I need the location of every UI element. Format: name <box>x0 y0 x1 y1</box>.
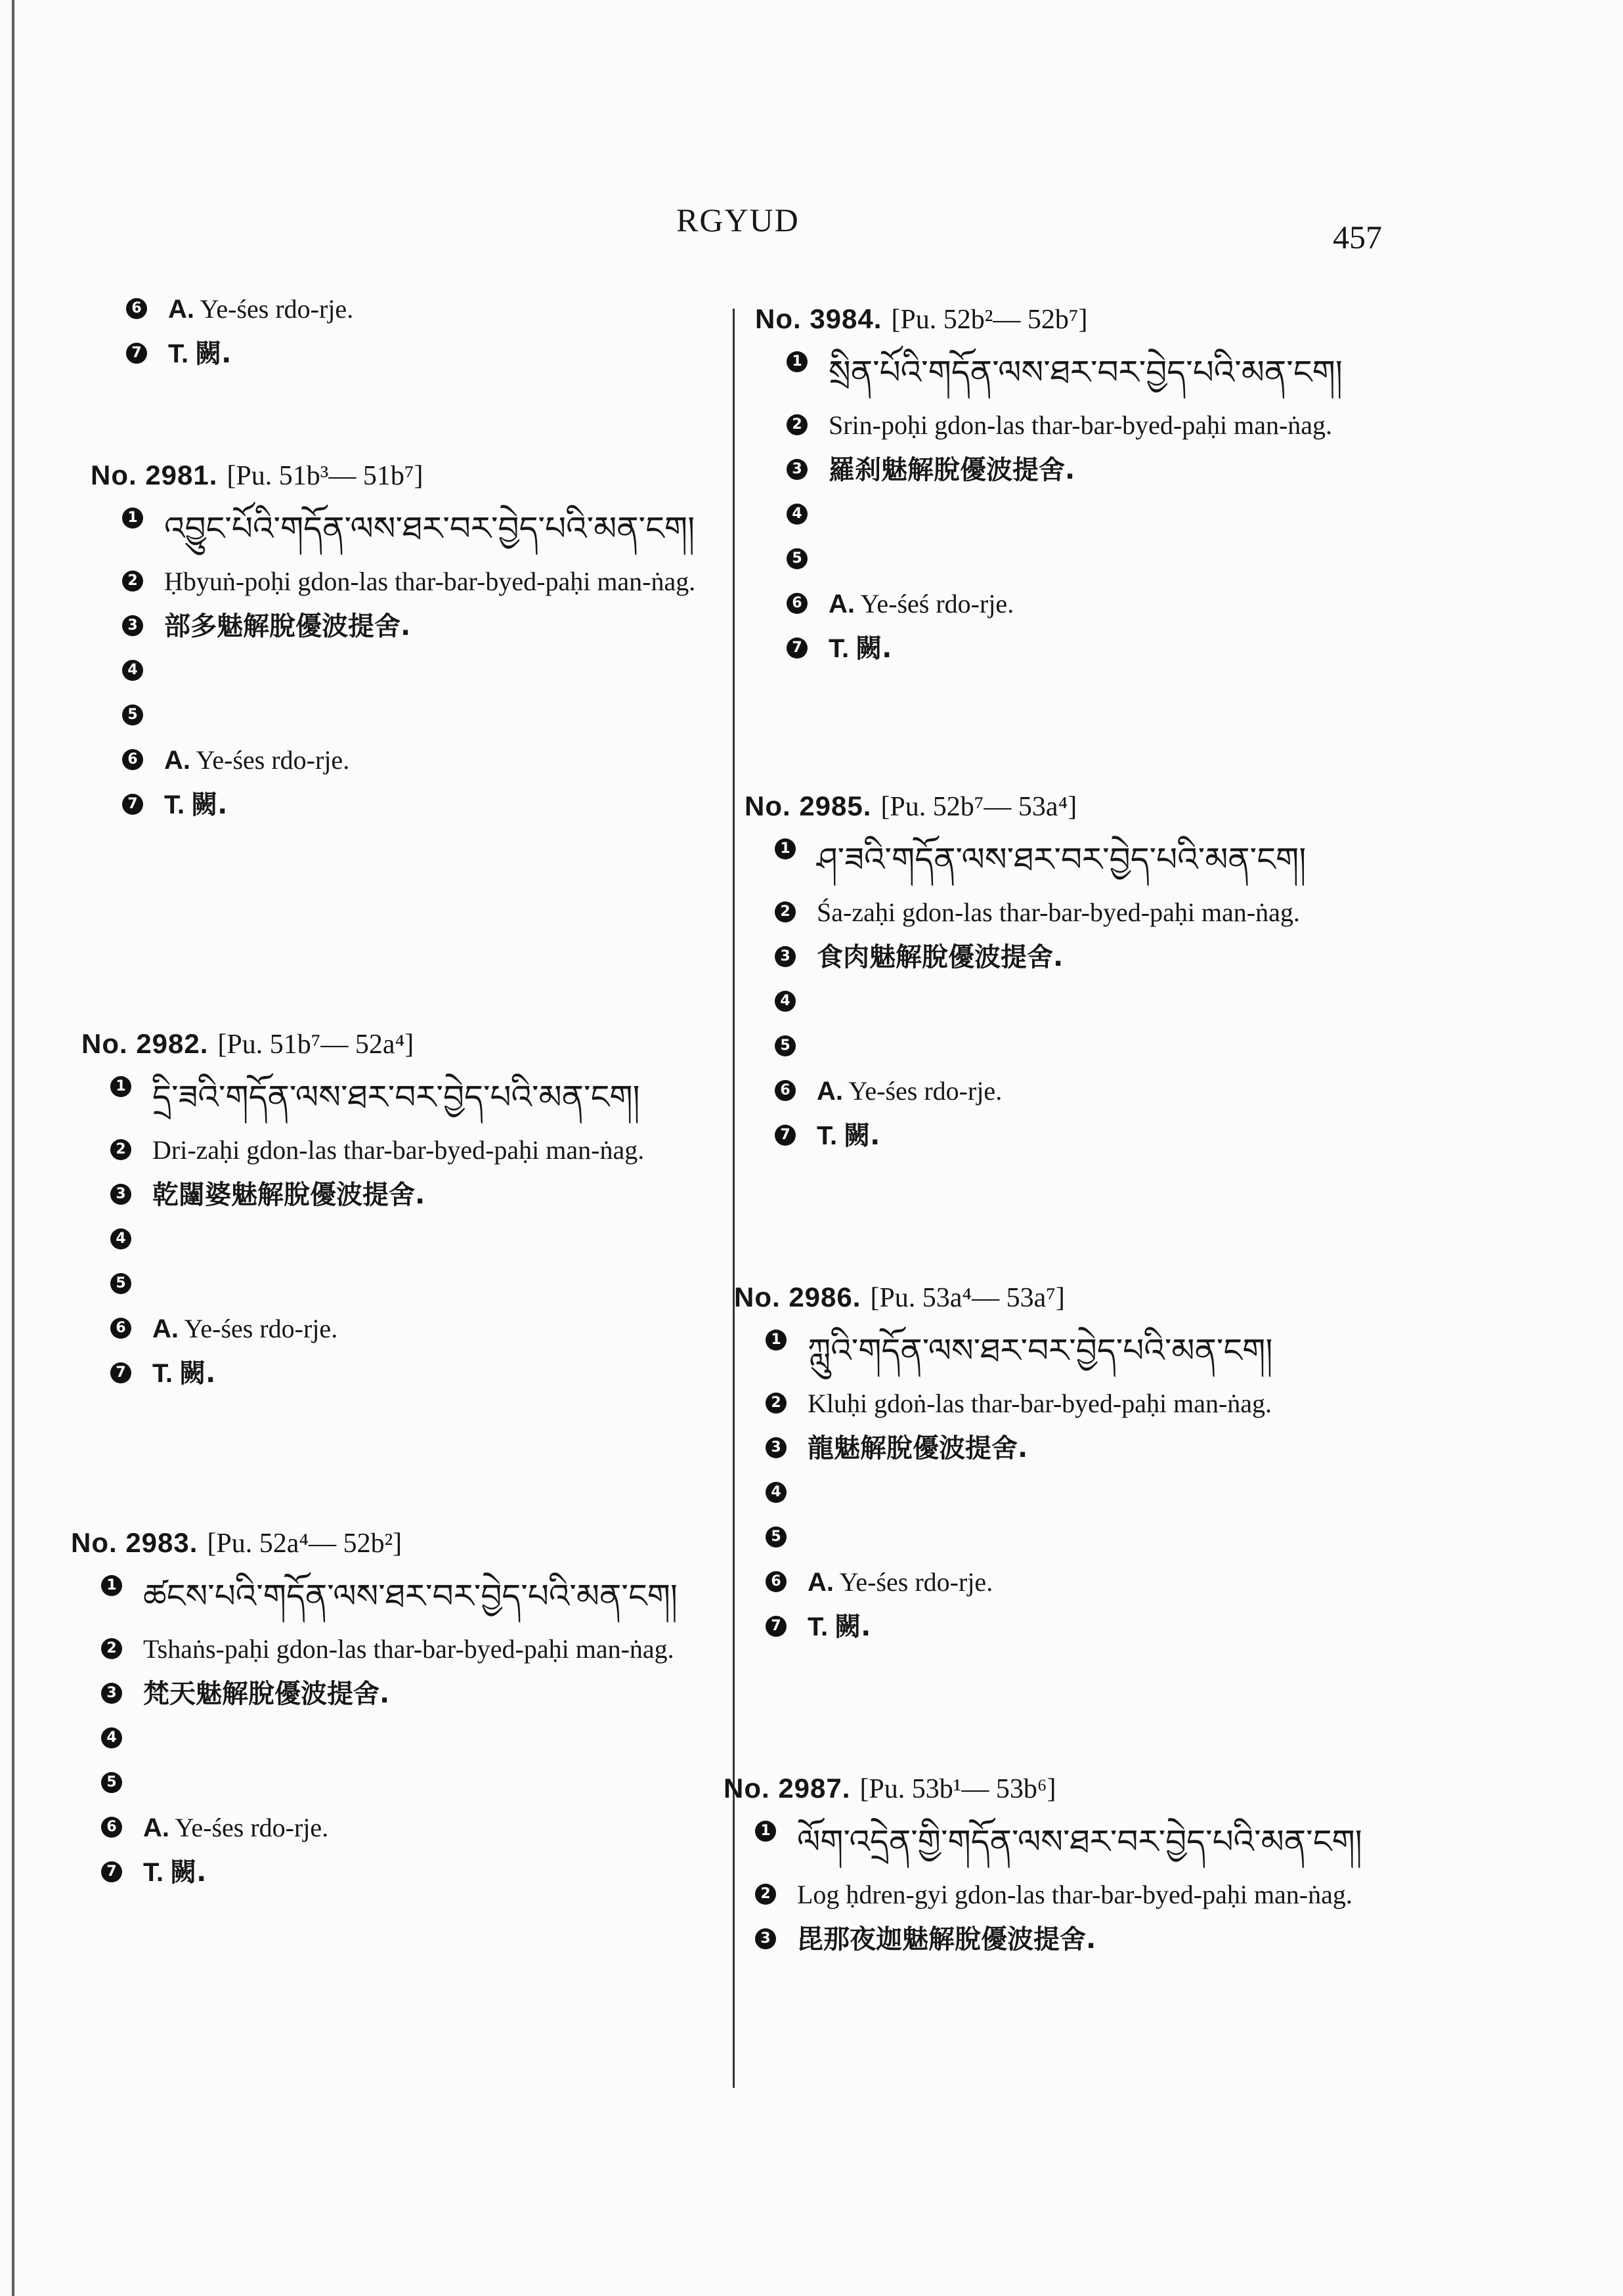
field-tibetan-title: 1 འབྱུང་པོའི་གདོན་ལས་ཐར་བར་བྱེད་པའི་མན་ངག། <box>122 502 721 555</box>
catalog-entry-2982 <box>81 1028 712 1391</box>
entry-title: No. 2981. [Pu. 51b³— 51b⁷] <box>91 460 423 491</box>
field-empty-5 <box>101 1767 701 1801</box>
circled-5-icon: 5 <box>766 1527 787 1548</box>
circled-1-icon: 1 <box>787 351 808 372</box>
circled-5-icon: 5 <box>101 1772 122 1793</box>
field-tibetan-title: 1 ཀླུའི་གདོན་ལས་ཐར་བར་བྱེད་པའི་མན་ངག། <box>766 1324 1364 1377</box>
circled-1-icon: 1 <box>766 1330 787 1351</box>
field-transliteration: 2 Dri-zaḥi gdon-las thar-bar-byed-paḥi man-ṅag. <box>110 1134 712 1168</box>
circled-1-icon: 1 <box>755 1821 776 1842</box>
circled-2-icon: 2 <box>110 1139 131 1160</box>
circled-3-icon: 3 <box>122 615 143 636</box>
entry-title: No. 2982. [Pu. 51b⁷— 52a⁴] <box>81 1028 414 1060</box>
circled-6-icon: 6 <box>126 298 147 319</box>
circled-2-icon: 2 <box>101 1638 122 1659</box>
circled-2-icon: 2 <box>766 1393 787 1414</box>
circled-6-icon: 6 <box>110 1318 131 1339</box>
field-empty-5 <box>775 1030 1375 1064</box>
circled-4-icon: 4 <box>787 504 808 525</box>
entry-title: No. 2986. [Pu. 53a⁴— 53a⁷] <box>734 1282 1065 1313</box>
field-transliteration: 2 Ḥbyuṅ-poḥi gdon-las thar-bar-byed-paḥi man-ṅag. <box>122 565 721 599</box>
circled-3-icon: 3 <box>755 1928 776 1949</box>
field-empty-5 <box>110 1268 712 1302</box>
field-tibetan-title: 1 དྲི་ཟའི་གདོན་ལས་ཐར་བར་བྱེད་པའི་མན་ངག། <box>110 1071 712 1123</box>
field-empty-5 <box>122 699 721 733</box>
field-transliteration: 2 Srin-poḥi gdon-las thar-bar-byed-paḥi man-ṅag. <box>787 409 1385 443</box>
field-empty-4 <box>101 1722 701 1756</box>
catalog-entry-2981 <box>91 460 721 823</box>
field-author: 6 A. Ye-śes rdo-rje. <box>766 1566 1364 1600</box>
field-author: 6 A. Ye-śes rdo-rje. <box>101 1811 701 1846</box>
field-chinese-title: 3 龍魅解脫優波提舍. <box>766 1432 1364 1466</box>
circled-4-icon: 4 <box>122 660 143 681</box>
field-chinese-title: 3 梵天魅解脫優波提舍. <box>101 1678 701 1712</box>
circled-7-icon: 7 <box>126 343 147 364</box>
field-author: 6 A. Ye-śes rdo-rje. <box>110 1312 712 1347</box>
field-translator: 7 T. 闕. <box>101 1856 701 1890</box>
circled-3-icon: 3 <box>101 1683 122 1704</box>
field-translator: 7 T. 闕. <box>766 1611 1364 1645</box>
circled-4-icon: 4 <box>775 991 796 1012</box>
field-tibetan-title: 1 ཚངས་པའི་གདོན་ལས་ཐར་བར་བྱེད་པའི་མན་ངག། <box>101 1570 701 1622</box>
field-empty-4 <box>787 498 1385 532</box>
circled-7-icon: 7 <box>787 638 808 659</box>
circled-6-icon: 6 <box>122 749 143 770</box>
field-transliteration: 2 Śa-zaḥi gdon-las thar-bar-byed-paḥi man-ṅag. <box>775 896 1375 930</box>
field-transliteration: 2 Log ḥdren-gyi gdon-las thar-bar-byed-paḥi man-ṅag. <box>755 1878 1374 1913</box>
field-empty-5 <box>787 543 1385 577</box>
field-translator: 7 T. 闕. <box>110 1357 712 1391</box>
entry-title: No. 2985. [Pu. 52b⁷— 53a⁴] <box>745 791 1077 822</box>
circled-1-icon: 1 <box>775 838 796 859</box>
entry-title: No. 2987. [Pu. 53b¹— 53b⁶] <box>724 1773 1056 1804</box>
running-header: RGYUD <box>676 202 800 238</box>
circled-2-icon: 2 <box>775 901 796 922</box>
circled-7-icon: 7 <box>101 1861 122 1882</box>
field-empty-4 <box>110 1223 712 1257</box>
field-author: 6 A. Ye-śes rdo-rje. <box>775 1075 1375 1109</box>
circled-2-icon: 2 <box>122 571 143 592</box>
field-empty-5 <box>766 1521 1364 1555</box>
circled-3-icon: 3 <box>110 1184 131 1205</box>
entry-title: No. 3984. [Pu. 52b²— 52b⁷] <box>755 303 1088 335</box>
field-translator: 7 T. 闕. <box>775 1119 1375 1154</box>
circled-2-icon: 2 <box>755 1884 776 1905</box>
circled-4-icon: 4 <box>766 1482 787 1503</box>
circled-3-icon: 3 <box>775 946 796 967</box>
field-transliteration: 2 Kluḥi gdoṅ-las thar-bar-byed-paḥi man-ṅag. <box>766 1387 1364 1421</box>
circled-7-icon: 7 <box>766 1616 787 1637</box>
field-author: 6 A. Ye-śes rdo-rje. <box>126 293 704 327</box>
catalog-entry-2986 <box>734 1282 1364 1645</box>
page-binding-edge <box>12 0 14 2296</box>
circled-4-icon: 4 <box>110 1228 131 1249</box>
catalog-entry-2983 <box>71 1527 701 1890</box>
field-chinese-title: 3 羅刹魅解脫優波提舍. <box>787 454 1385 488</box>
field-chinese-title: 3 部多魅解脫優波提舍. <box>122 610 721 644</box>
field-translator: 7 T. 闕. <box>122 789 721 823</box>
field-tibetan-title: 1 སྲིན་པོའི་གདོན་ལས་ཐར་བར་བྱེད་པའི་མན་ངག། <box>787 346 1385 399</box>
circled-5-icon: 5 <box>110 1273 131 1294</box>
field-author: 6 A. Ye-śes rdo-rje. <box>122 744 721 778</box>
field-translator: 7 T. 闕. <box>787 632 1385 666</box>
circled-6-icon: 6 <box>766 1571 787 1592</box>
circled-5-icon: 5 <box>775 1035 796 1056</box>
field-chinese-title: 3 毘那夜迦魅解脫優波提舍. <box>755 1923 1374 1957</box>
field-chinese-title: 3 食肉魅解脫優波提舍. <box>775 941 1375 975</box>
circled-5-icon: 5 <box>122 704 143 726</box>
circled-6-icon: 6 <box>775 1080 796 1101</box>
circled-1-icon: 1 <box>101 1575 122 1596</box>
circled-5-icon: 5 <box>787 548 808 569</box>
circled-3-icon: 3 <box>766 1437 787 1458</box>
field-empty-4 <box>766 1477 1364 1511</box>
field-empty-4 <box>775 986 1375 1020</box>
field-chinese-title: 3 乾闥婆魅解脫優波提舍. <box>110 1179 712 1213</box>
catalog-entry-2987 <box>724 1773 1374 1957</box>
catalog-entry-3984 <box>755 303 1385 666</box>
field-tibetan-title: 1 ལོག་འདྲེན་གྱི་གདོན་ལས་ཐར་བར་བྱེད་པའི་མན་ངག། <box>755 1815 1374 1868</box>
circled-6-icon: 6 <box>101 1817 122 1838</box>
field-author: 6 A. Ye-śeś rdo-rje. <box>787 588 1385 622</box>
entry-title: No. 2983. [Pu. 52a⁴— 52b²] <box>71 1527 402 1559</box>
circled-4-icon: 4 <box>101 1727 122 1748</box>
page-number: 457 <box>1333 219 1382 255</box>
circled-7-icon: 7 <box>775 1125 796 1146</box>
circled-6-icon: 6 <box>787 593 808 614</box>
field-empty-4 <box>122 655 721 689</box>
circled-7-icon: 7 <box>110 1362 131 1383</box>
entry-fragment <box>126 293 704 372</box>
circled-1-icon: 1 <box>110 1076 131 1097</box>
field-tibetan-title: 1 ཤ་ཟའི་གདོན་ལས་ཐར་བར་བྱེད་པའི་མན་ངག། <box>775 833 1375 886</box>
field-translator: 7 T. 闕. <box>126 337 704 372</box>
circled-7-icon: 7 <box>122 794 143 815</box>
circled-1-icon: 1 <box>122 508 143 529</box>
circled-2-icon: 2 <box>787 414 808 435</box>
circled-3-icon: 3 <box>787 459 808 480</box>
catalog-entry-2985 <box>745 791 1375 1154</box>
field-transliteration: 2 Tshaṅs-paḥi gdon-las thar-bar-byed-paḥi man-ṅag. <box>101 1633 701 1667</box>
